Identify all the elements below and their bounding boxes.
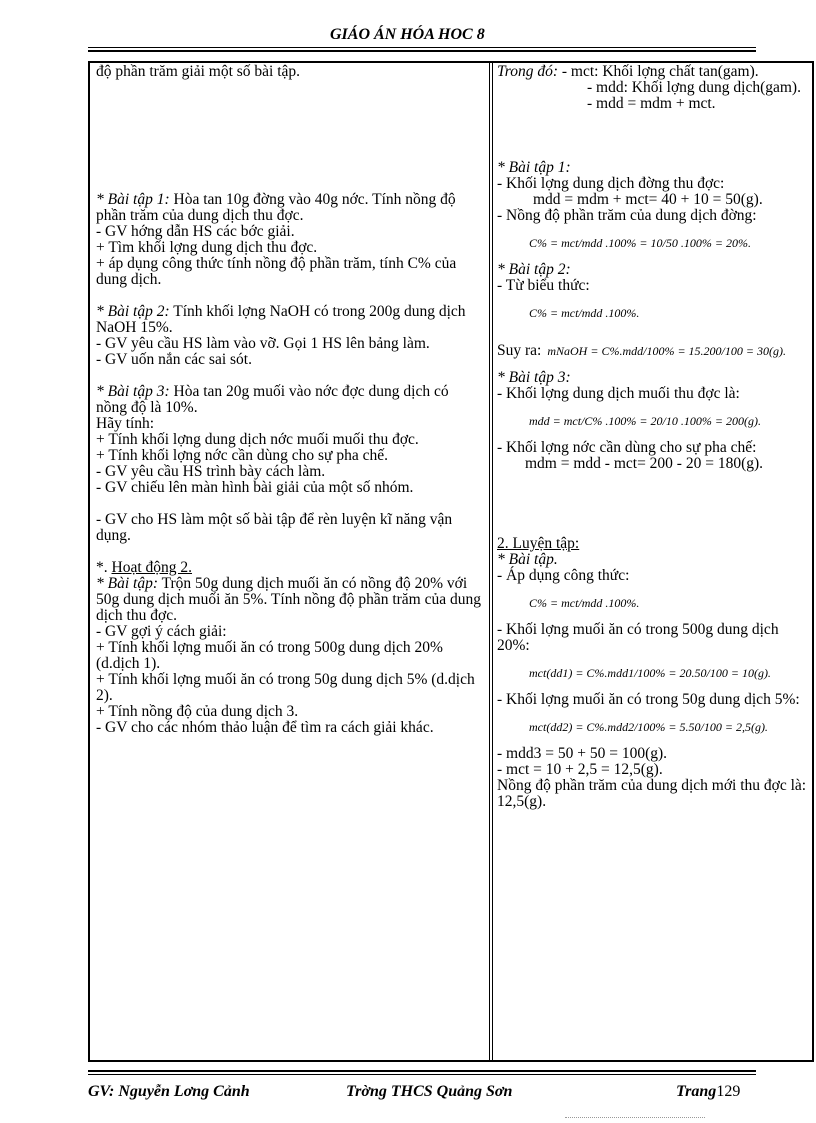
text-line: - Khối lợng muối ăn có trong 500g dung dịch 20%: [497, 621, 779, 654]
exercise-3: * Bài tập 3: Hòa tan 20g muối vào nớc đợc dung dịch có nồng độ là 10%. [96, 383, 449, 416]
text-line: + Tính khối lợng dung dịch nớc muối muối thu đợc. [96, 431, 419, 448]
activity-2-heading: *. Hoạt động 2. [96, 559, 193, 576]
right-column [497, 64, 809, 810]
text-line: - GV gợi ý cách giải: [96, 623, 227, 640]
exercise-3-heading: * Bài tập 3: [497, 369, 571, 386]
text-line: Suy ra: [497, 342, 542, 359]
practice-exercise-heading: * Bài tập. [497, 551, 558, 568]
text-line: - GV hớng dẫn HS các bớc giải. [96, 223, 295, 240]
formula: mdd = mct/C% .100% = 20/10 .100% = 200(g). [529, 414, 761, 428]
definition-mct: Trong đó: - mct: Khối lợng chất tan(gam). [497, 63, 759, 80]
text-line: - Khối lợng dung dịch muối thu đợc là: [497, 385, 740, 402]
text-line: - Khối lợng nớc cần dùng cho sự pha chế: [497, 439, 757, 456]
footer-school: Trờng THCS Quảng Sơn [346, 1083, 513, 1100]
footer-rule [88, 1070, 756, 1072]
intro-text: độ phần trăm giải một số bài tập. [96, 63, 301, 80]
exercise-2-heading: * Bài tập 2: [497, 261, 571, 278]
text-line: + Tìm khối lợng dung dịch thu đợc. [96, 239, 318, 256]
text-line: Hãy tính: [96, 415, 155, 432]
text-line: mdd = mdm + mct= 40 + 10 = 50(g). [533, 191, 763, 208]
text-line: - Khối lợng dung dịch đờng thu đợc: [497, 175, 725, 192]
column-divider [489, 61, 493, 1062]
header-rule [88, 47, 756, 48]
text-line: - Nồng độ phần trăm của dung dịch đờng: [497, 207, 757, 224]
exercise-1: * Bài tập 1: Hòa tan 10g đờng vào 40g nớc. Tính nồng độ phần trăm của dung dịch thu đợc. [96, 191, 456, 224]
text-line: - GV uốn nắn các sai sót. [96, 351, 252, 368]
text-line: + áp dụng công thức tính nồng độ phần trăm, tính C% của dung dịch. [96, 255, 457, 288]
text-line: Nồng độ phần trăm của dung dịch mới thu đợc là: 12,5(g). [497, 777, 807, 810]
footer-rule-thin [88, 1074, 756, 1075]
text-line: - Khối lợng muối ăn có trong 50g dung dịch 5%: [497, 691, 800, 708]
left-column [96, 64, 482, 736]
text-line: - GV yêu cầu HS làm vào vỡ. Gọi 1 HS lên bảng làm. [96, 335, 430, 352]
text-line: - GV cho HS làm một số bài tập để rèn luyện kĩ năng vận dụng. [96, 511, 453, 544]
text-line: - mdd3 = 50 + 50 = 100(g). [497, 745, 668, 762]
footer-teacher: GV: Nguyễn Lơng Cảnh [88, 1083, 250, 1100]
exercise-4: * Bài tập: Trộn 50g dung dịch muối ăn có nồng độ 20% với 50g dung dịch muối ăn 5%. Tính nồng độ phần trăm của dung dịch thu đợc. [96, 575, 482, 624]
text-line: - GV chiếu lên màn hình bài giải của một số nhóm. [96, 479, 414, 496]
formula: mct(dd2) = C%.mdd2/100% = 5.50/100 = 2,5(g). [529, 720, 768, 734]
header-rule-thick [88, 50, 756, 52]
text-line: + Tính khối lợng nớc cần dùng cho sự pha chế. [96, 447, 388, 464]
formula: mct(dd1) = C%.mdd1/100% = 20.50/100 = 10(g). [529, 666, 771, 680]
exercise-1-heading: * Bài tập 1: [497, 159, 571, 176]
text-line: - GV cho các nhóm thảo luận để tìm ra cách giải khác. [96, 719, 434, 736]
text-line: - GV yêu cầu HS trình bày cách làm. [96, 463, 326, 480]
text-line: + Tính khối lợng muối ăn có trong 50g dung dịch 5% (d.dịch 2). [96, 671, 475, 704]
footer-page: Trang129 [676, 1083, 741, 1100]
text-line: - mct = 10 + 2,5 = 12,5(g). [497, 761, 663, 778]
text-line: - mdd: Khối lợng dung dịch(gam). [587, 79, 801, 96]
formula: C% = mct/mdd .100%. [529, 596, 640, 610]
footer-dots [565, 1117, 705, 1118]
exercise-2: * Bài tập 2: Tính khối lợng NaOH có trong 200g dung dịch NaOH 15%. [96, 303, 466, 336]
text-line: - Từ biểu thức: [497, 277, 590, 294]
practice-heading: 2. Luyện tập: [497, 535, 580, 552]
page-header-title: GIÁO ÁN HÓA HOC 8 [330, 26, 485, 43]
text-line: + Tính nồng độ của dung dịch 3. [96, 703, 299, 720]
formula: C% = mct/mdd .100%. [529, 306, 640, 320]
formula: mNaOH = C%.mdd/100% = 15.200/100 = 30(g). [547, 344, 786, 358]
text-line: + Tính khối lợng muối ăn có trong 500g dung dịch 20% (d.dịch 1). [96, 639, 443, 672]
text-line: - mdd = mdm + mct. [587, 95, 716, 112]
text-line: mdm = mdd - mct= 200 - 20 = 180(g). [525, 455, 764, 472]
text-line: - Áp dụng công thức: [497, 567, 630, 584]
formula: C% = mct/mdd .100% = 10/50 .100% = 20%. [529, 236, 751, 250]
